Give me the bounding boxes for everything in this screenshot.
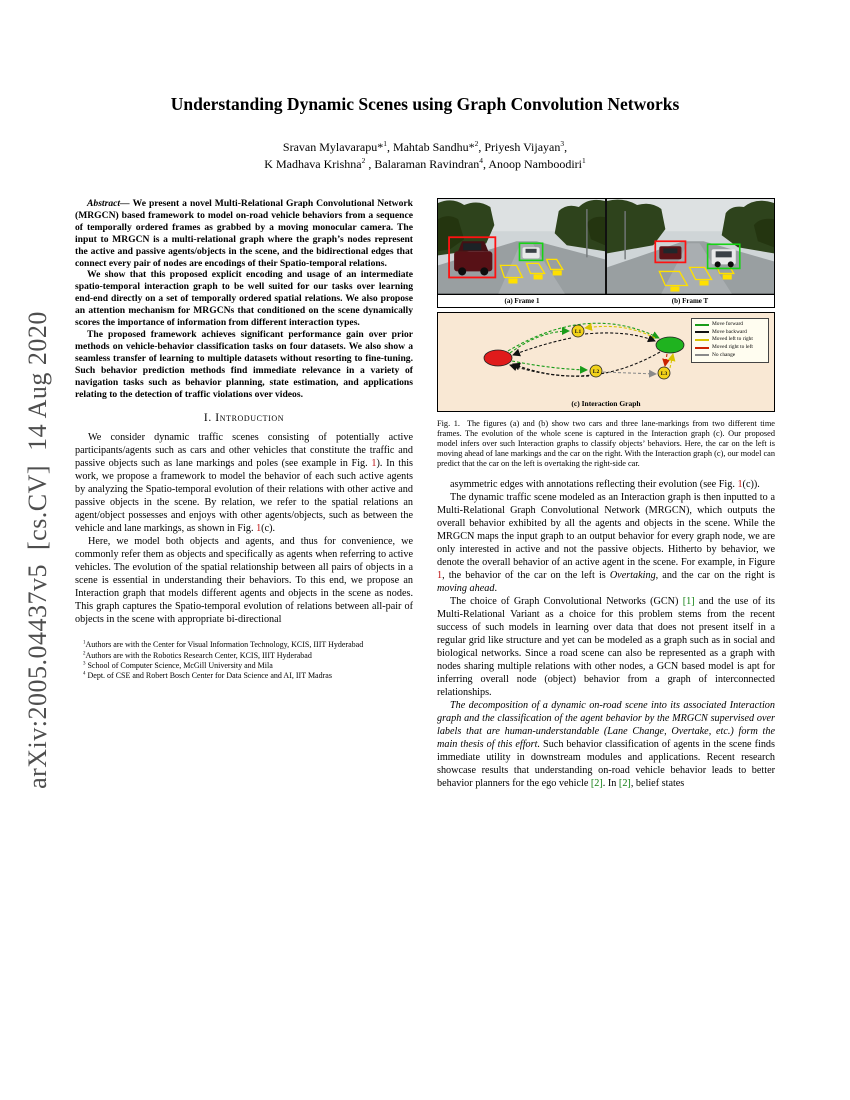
- figure-1: [437, 198, 775, 469]
- legend-swatch-no-change: [695, 354, 709, 356]
- body-paragraph-3: [437, 595, 775, 699]
- right-column: [437, 198, 775, 790]
- graph-nodes: [484, 325, 684, 379]
- text-segment: Abstract—: [87, 198, 133, 209]
- figure-photos-row: [438, 199, 774, 294]
- legend-item: [695, 321, 765, 329]
- footnote-4: [75, 671, 413, 681]
- text-segment: 1: [383, 139, 387, 148]
- text-segment: We present a novel Multi-Relational Graph Convolutional Network (MRGCN) based framework to model on-road vehicle behaviors from a sequence of temporally ordered frames as grabbed by a moving monocular camera. The input to MRGCN is a multi-relational graph where the graph’s nodes represent the active and passive agents/objects in the scene, and the bidirectional edges that connect every pair of nodes are encodings of their Spatio-temporal relations.: [75, 198, 413, 269]
- text-segment: , Anoop Namboodiri: [483, 156, 582, 171]
- edge-move-backward: [513, 338, 571, 355]
- lane-node-l3-label: L3: [660, 370, 668, 377]
- text-segment: 3: [560, 139, 565, 148]
- text-segment: , Mahtab Sandhu*: [386, 140, 475, 154]
- photo-a-label: (a) Frame 1: [504, 296, 540, 305]
- abstract-paragraph-3: [75, 329, 413, 400]
- edge-move-forward: [510, 331, 569, 353]
- text-segment: Authors are with the Robotics Research Center, KCIS, IIIT Hyderabad: [85, 650, 312, 660]
- text-segment: 2: [474, 139, 479, 148]
- legend-swatch-move-forward: [695, 324, 709, 326]
- legend-label: Moved left to right: [712, 336, 753, 343]
- arxiv-stamp: arXiv:2005.04437v5 [cs.CV] 14 Aug 2020: [23, 311, 52, 789]
- text-segment: Overtaking: [609, 569, 656, 581]
- text-segment: 1: [83, 640, 86, 646]
- text-segment: , Priyesh Vijayan: [478, 140, 561, 154]
- edge-move-forward: [508, 323, 659, 351]
- edge-right-to-left: [665, 354, 667, 366]
- text-segment: (c).: [261, 523, 276, 535]
- text-segment: We consider dynamic traffic scenes consisting of potentially active participants/agents such as cars and other vehicles that constitute the traffic and passive objects such as lane markings and poles (see example in Fig.: [75, 432, 413, 470]
- legend-item: [695, 344, 765, 352]
- legend-label: Move backward: [712, 328, 747, 335]
- footnote-1: [75, 640, 413, 650]
- text-segment: 4: [479, 155, 483, 165]
- text-segment: 1: [582, 155, 586, 165]
- text-segment: School of Computer Science, McGill University and Mila: [85, 661, 273, 670]
- frame-1-scene: [438, 199, 605, 294]
- edge-move-backward: [513, 352, 660, 376]
- photo-labels: [438, 294, 774, 307]
- legend-swatch-left-to-right: [695, 339, 709, 341]
- text-segment: , Balaraman Ravindran: [365, 156, 480, 171]
- text-segment: 4: [83, 671, 86, 677]
- text-segment: Dept. of CSE and Robert Bosch Center for Data Science and AI, IIT Madras: [85, 671, 332, 681]
- body-paragraph-1: [437, 478, 775, 491]
- text-segment: Sravan Mylavarapu*: [282, 140, 384, 154]
- legend-swatch-right-to-left: [695, 347, 709, 349]
- text-segment: asymmetric edges with annotations reflecting their evolution (see Fig.: [450, 478, 738, 490]
- graph-legend: [691, 318, 769, 363]
- authors-block: [0, 139, 850, 172]
- footnote-3: [75, 661, 413, 671]
- text-segment: 3: [83, 661, 86, 667]
- body-paragraph-2: [437, 491, 775, 595]
- citation-link[interactable]: [2]: [618, 777, 631, 789]
- text-segment: , belief states: [630, 777, 685, 789]
- legend-label: Move forward: [712, 321, 743, 328]
- two-column-body: [75, 198, 775, 790]
- text-segment: and the use of its Multi-Relational Variant as a choice for this problem stems from the recent success of such models in learning over data that does not present itself in a regular grid like structure and yet can be modeled as a graph such as in social and biological networks. Since a road scene can also be represented as a graph with nodes sharing multiple relations with other nodes, a GCN based model is apt for inferring overall node (object) behavior from a graph of interconnected relationships.: [437, 595, 775, 698]
- authors-line-2: [0, 156, 850, 173]
- legend-swatch-move-backward: [695, 331, 709, 333]
- figure-ref-link[interactable]: 1: [437, 569, 443, 581]
- intro-paragraph-2: [75, 535, 413, 626]
- text-segment: K Madhava Krishna: [264, 156, 362, 171]
- text-segment: The decomposition of a dynamic on-road scene into its associated Interaction graph and the classification of the agent behavior by the MRGCN supervised over labels that are human-understandable (Lane Change, Overtake, etc.) form the main thesis of this effort.: [437, 699, 775, 750]
- text-segment: ,: [564, 140, 568, 154]
- edge-no-change: [603, 372, 656, 374]
- authors-line-1: [0, 139, 850, 156]
- edge-left-to-right: [670, 354, 673, 368]
- text-segment: Such behavior classification of agents in the scene finds immediate utility in downstream modules and applications. Recent research showcase results that understanding on-road vehicle behavior leads to better behavior planners for the ego vehicle: [437, 738, 775, 789]
- legend-label: Moved right to left: [712, 343, 753, 350]
- photo-b-label: (b) Frame T: [671, 296, 709, 305]
- legend-label: No change: [712, 351, 736, 358]
- text-segment: moving ahead: [437, 582, 495, 594]
- frame-1-photo: [438, 199, 605, 294]
- legend-item: [695, 351, 765, 359]
- edge-move-backward: [585, 332, 655, 340]
- figure-photos-frame: [437, 198, 775, 308]
- intro-paragraph-1: [75, 431, 413, 535]
- text-segment: , and the car on the right is: [655, 569, 775, 581]
- car2-node: [656, 337, 684, 353]
- footnote-2: [75, 651, 413, 661]
- legend-item: [695, 336, 765, 344]
- lane-node-l2-label: L2: [592, 368, 600, 375]
- text-segment: 2: [83, 651, 86, 657]
- text-segment: The proposed framework achieves significant performance gain over prior methods on vehicle-behavior classification tasks on four datasets. We also show a seamless transfer of learning to multiple datasets without resorting to fine-tuning. Such behavior prediction methods find immediate relevance in a variety of navigation tasks such as behavior planning, state estimation, and applications relating to the detection of traffic violations over videos.: [75, 328, 413, 400]
- text-segment: 2: [361, 155, 366, 165]
- figure-caption-text: The figures (a) and (b) show two cars and three lane-markings from two different time frames. The evolution of the whole scene is captured in the Interaction graph (c). Our proposed model infers over such Interaction graphs to classify objects’ behaviors. Here, the car on the left is moving ahead of lane markings and the car on the right. With the Interaction graph (c), our model can predict that the car on the left is overtaking the right-side car.: [437, 418, 775, 468]
- paper-title: Understanding Dynamic Scenes using Graph Convolution Networks: [170, 94, 680, 114]
- frame-t-photo: [607, 199, 774, 294]
- lane-node-l1-label: L1: [574, 328, 582, 335]
- citation-link[interactable]: [2]: [590, 777, 603, 789]
- text-segment: The choice of Graph Convolutional Networks (GCN): [450, 595, 683, 607]
- interaction-graph-panel: [437, 312, 775, 412]
- abstract: [75, 198, 413, 400]
- left-column: [75, 198, 413, 682]
- frame-t-scene: [607, 199, 774, 294]
- node-labels: [575, 329, 668, 377]
- figure-ref-link[interactable]: 1: [256, 523, 262, 535]
- text-segment: .: [494, 582, 497, 594]
- body-paragraph-4: [437, 699, 775, 790]
- text-segment: . In: [602, 777, 619, 789]
- car-center: [523, 247, 540, 258]
- interaction-graph-label: (c) Interaction Graph: [571, 398, 641, 408]
- text-segment: The dynamic traffic scene modeled as an Interaction graph is then inputted to a Multi-Relational Graph Convolutional Network (MRGCN), which outputs the overall behavior exhibited by all the agents and objects in the scene. While the MRGCN maps the input graph to an output behavior for every graph node, we are only interested in active and not the passive objects. Hitherto by behavior, we denote the overall behavior of an active agent in the scene. For example, in Figure: [437, 491, 775, 568]
- citation-link[interactable]: [1]: [682, 595, 695, 607]
- car-left-ahead: [659, 246, 681, 259]
- text-segment: Here, we model both objects and agents, and thus for convenience, we commonly refer them as objects and specifically as agents when referring to active vehicles. The evolution of the spatial relationship between all pairs of objects in a scene is essential in understanding their behaviors. To this end, we propose an Interaction graph that models different agents and objects in the scene as nodes. This graph captures the Spatio-temporal evolution of relations between all-pair of objects in the scene with appropriate bi-directional: [75, 536, 413, 626]
- text-segment: Authors are with the Center for Visual Information Technology, KCIS, IIIT Hyderabad: [85, 640, 364, 650]
- footnotes: [75, 640, 413, 681]
- figure-ref-link[interactable]: 1: [371, 458, 377, 470]
- figure-caption-label: Fig. 1.: [437, 418, 460, 428]
- text-segment: We show that this proposed explicit encoding and usage of an intermediate spatio-temporal interaction graph to be well suited for our tasks over learning end-end directly on a set of temporally ordered spatial relations. We also propose an attention mechanism for MRGCNs that conditioned on the scene dynamically scores the importance of information from different interaction types.: [75, 269, 413, 329]
- figure-ref-link[interactable]: 1: [737, 478, 743, 490]
- abstract-paragraph-1: [75, 198, 413, 269]
- text-segment: ). In this work, we propose a framework to model the behavior of each such active agents by analyzing the Spatio-temporal evolution of their relations with other active and passive objects in the scene. By relation, we refer to the spatial relations an agent/object possesses and enjoys with other agents/objects, such as between the vehicle and lane markings, as shown in Fig.: [75, 458, 413, 535]
- abstract-paragraph-2: [75, 269, 413, 329]
- text-segment: (c)).: [742, 478, 760, 490]
- section-heading-introduction: I. Introduction: [203, 412, 285, 425]
- text-segment: , the behavior of the car on the left is: [442, 569, 610, 581]
- car1-node: [484, 350, 512, 366]
- figure-caption: [437, 419, 775, 469]
